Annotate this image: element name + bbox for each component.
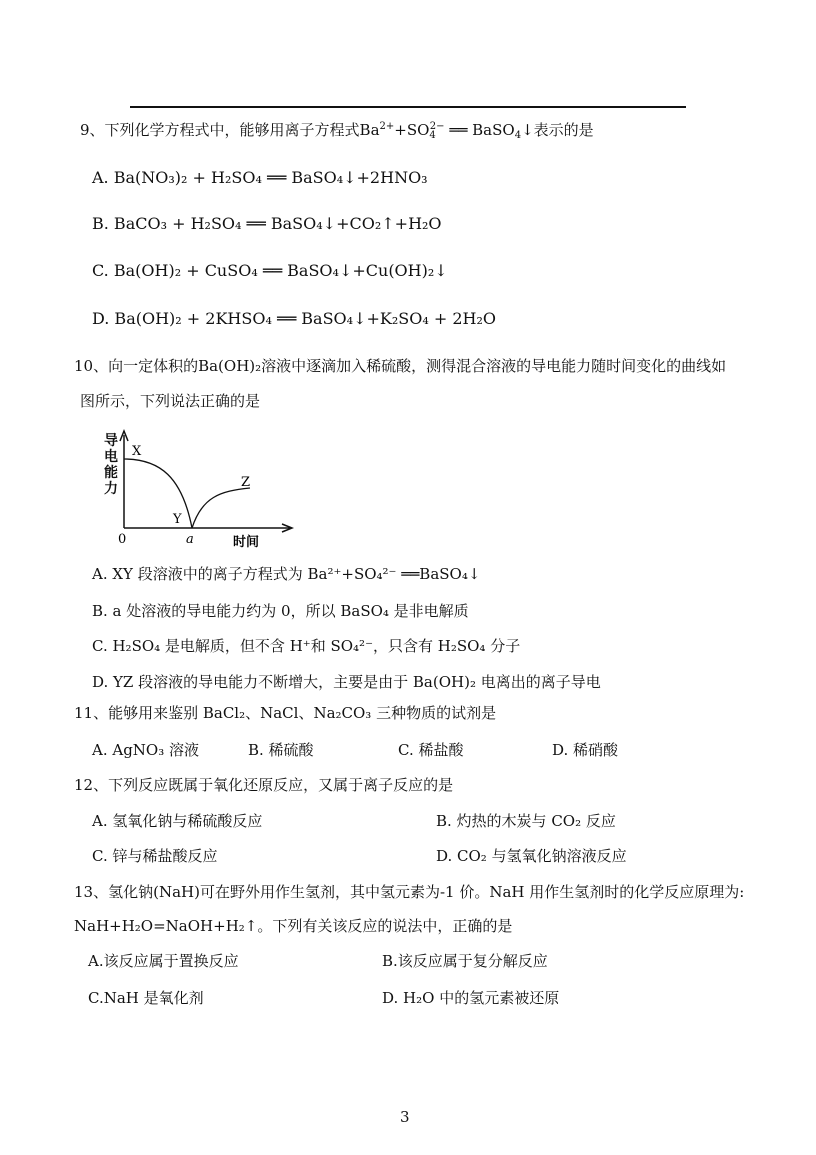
q13-option-b: B.该反应属于复分解反应	[382, 952, 548, 970]
q12-option-b: B. 灼热的木炭与 CO₂ 反应	[436, 812, 616, 830]
tick-a-label: a	[186, 532, 194, 547]
q10-option-c: C. H₂SO₄ 是电解质，但不含 H⁺和 SO₄²⁻，只含有 H₂SO₄ 分子	[92, 637, 521, 655]
q13-stem-line1: 13、氢化钠(NaH)可在野外用作生氢剂，其中氢元素为-1 价。NaH 用作生氢剂时的化学反应原理为:	[74, 883, 745, 901]
q10-stem-line2: 图所示，下列说法正确的是	[80, 392, 261, 410]
q9-option-d: D. Ba(OH)₂ + 2KHSO₄ ══ BaSO₄↓+K₂SO₄ + 2H₂O	[92, 309, 496, 328]
origin-label: 0	[118, 532, 127, 547]
curve-yz	[192, 488, 250, 528]
header-rule	[130, 106, 686, 108]
point-y-label: Y	[173, 512, 182, 527]
page-number: 3	[400, 1108, 410, 1126]
point-x-label: X	[132, 444, 142, 459]
q12-option-a: A. 氢氧化钠与稀硫酸反应	[92, 812, 263, 830]
q13-stem-line2: NaH+H₂O=NaOH+H₂↑。下列有关该反应的说法中，正确的是	[74, 917, 513, 935]
q13-option-a: A.该反应属于置换反应	[88, 952, 239, 970]
q12-stem: 12、下列反应既属于氧化还原反应，又属于离子反应的是	[74, 776, 454, 794]
q13-option-d: D. H₂O 中的氢元素被还原	[382, 989, 560, 1007]
q11-option-b: B. 稀硫酸	[248, 741, 314, 759]
q10-option-a: A. XY 段溶液中的离子方程式为 Ba²⁺+SO₄²⁻ ══BaSO₄↓	[92, 565, 481, 583]
q9-option-b: B. BaCO₃ + H₂SO₄ ══ BaSO₄↓+CO₂↑+H₂O	[92, 214, 442, 233]
q13-option-c: C.NaH 是氧化剂	[88, 989, 204, 1007]
q12-option-c: C. 锌与稀盐酸反应	[92, 847, 218, 865]
q11-option-c: C. 稀盐酸	[398, 741, 464, 759]
q10-option-b: B. a 处溶液的导电能力约为 0，所以 BaSO₄ 是非电解质	[92, 602, 469, 620]
q9-option-c: C. Ba(OH)₂ + CuSO₄ ══ BaSO₄↓+Cu(OH)₂↓	[92, 261, 448, 280]
x-axis-label: 时间	[233, 535, 260, 550]
q11-option-a: A. AgNO₃ 溶液	[92, 741, 200, 759]
q9-stem: 9、下列化学方程式中，能够用离子方程式$Ba^{2+}+SO_4^{2-}$ ══ BaSO$_4$↓表示的是	[80, 121, 594, 141]
q10-stem-line1: 10、向一定体积的Ba(OH)₂溶液中逐滴加入稀硫酸，测得混合溶液的导电能力随时间变化的曲线如	[74, 357, 727, 375]
q9-option-a: A. Ba(NO₃)₂ + H₂SO₄ ══ BaSO₄↓+2HNO₃	[92, 168, 428, 187]
q11-stem: 11、能够用来鉴别 BaCl₂、NaCl、Na₂CO₃ 三种物质的试剂是	[74, 704, 497, 722]
q10-option-d: D. YZ 段溶液的导电能力不断增大，主要是由于 Ba(OH)₂ 电离出的离子导电	[92, 673, 601, 691]
conductivity-graph	[100, 425, 300, 555]
curve-xy	[124, 459, 192, 528]
y-axis-label: 导电能力	[104, 433, 118, 497]
q12-option-d: D. CO₂ 与氢氧化钠溶液反应	[436, 847, 627, 865]
point-z-label: Z	[241, 475, 251, 490]
q11-option-d: D. 稀硝酸	[552, 741, 619, 759]
